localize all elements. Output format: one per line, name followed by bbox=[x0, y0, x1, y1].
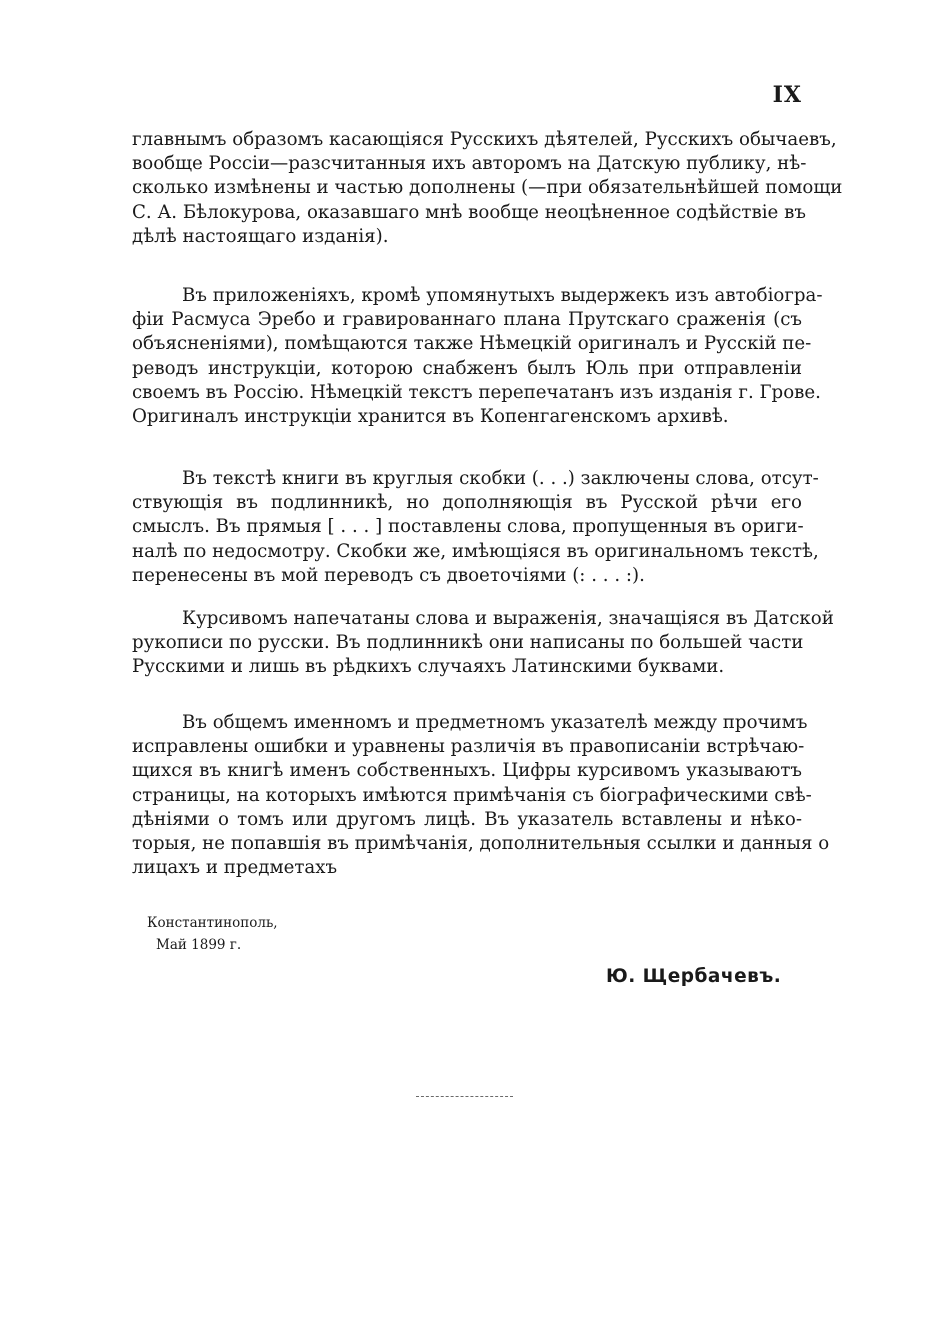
text-line: ствующія въ подлинникѣ, но дополняющія въ Русской рѣчи его bbox=[132, 492, 802, 514]
text-line: реводъ инструкціи, которою снабженъ былъ Юль при отправленіи bbox=[132, 357, 802, 379]
signature: Ю. Щербачевъ. bbox=[606, 966, 782, 987]
page-number: IX bbox=[772, 82, 802, 108]
text-line: перенесены въ мой переводъ съ двоеточіями (: . . . :). bbox=[132, 564, 645, 586]
paragraph-5 bbox=[132, 711, 830, 880]
place-date bbox=[147, 912, 278, 956]
text-line: дѣніями о томъ или другомъ лицѣ. Въ указатель вставлены и нѣко- bbox=[132, 808, 802, 830]
text-line: С. А. Бѣлокурова, оказавшаго мнѣ вообще неоцѣненное содѣйствіе въ bbox=[132, 201, 806, 223]
text-line: объясненіями), помѣщаются также Нѣмецкій оригиналъ и Русскій пе- bbox=[132, 333, 812, 355]
text-line: торыя, не попавшія въ примѣчанія, дополнительныя ссылки и данныя о bbox=[132, 833, 830, 855]
text-line: вообще Россіи—разсчитанныя ихъ авторомъ на Датскую публику, нѣ- bbox=[132, 153, 807, 175]
text-line: Русскими и лишь въ рѣдкихъ случаяхъ Латинскими буквами. bbox=[132, 656, 725, 678]
text-line: налѣ по недосмотру. Скобки же, имѣющіяся въ оригинальномъ текстѣ, bbox=[132, 540, 819, 562]
paragraph-1 bbox=[132, 128, 843, 249]
text-line: смыслъ. Въ прямыя [ . . . ] поставлены слова, пропущенныя въ ориги- bbox=[132, 516, 804, 538]
text-line: Въ приложеніяхъ, кромѣ упомянутыхъ выдержекъ изъ автобіогра- bbox=[182, 285, 823, 306]
text-line: своемъ въ Россію. Нѣмецкій текстъ перепечатанъ изъ изданія г. Грове. bbox=[132, 381, 821, 403]
text-line: исправлены ошибки и уравнены различія въ правописаніи встрѣчаю- bbox=[132, 736, 805, 758]
text-line: главнымъ образомъ касающіяся Русскихъ дѣятелей, Русскихъ обычаевъ, bbox=[132, 129, 837, 150]
text-line: дѣлѣ настоящаго изданія). bbox=[132, 225, 389, 247]
paragraph-3 bbox=[132, 467, 819, 588]
paragraph-2 bbox=[132, 284, 823, 429]
text-line: страницы, на которыхъ имѣются примѣчанія съ біографическими свѣ- bbox=[132, 784, 812, 806]
text-line: Курсивомъ напечатаны слова и выраженія, значащіяся въ Датской bbox=[182, 608, 834, 629]
date: Май 1899 г. bbox=[156, 937, 242, 953]
paragraph-4 bbox=[132, 607, 834, 680]
text-line: Въ текстѣ книги въ круглыя скобки (. . .) заключены слова, отсут- bbox=[182, 468, 819, 489]
text-line: фіи Расмуса Эребо и гравированнаго плана Прутскаго сраженія (съ bbox=[132, 309, 802, 331]
text-line: рукописи по русски. Въ подлинникѣ они написаны по большей части bbox=[132, 632, 804, 654]
text-line: лицахъ и предметахъ bbox=[132, 857, 338, 879]
text-line: сколько измѣнены и частью дополнены (—при обязательнѣйшей помощи bbox=[132, 177, 843, 199]
place: Константинополь, bbox=[147, 915, 278, 931]
text-line: Въ общемъ именномъ и предметномъ указателѣ между прочимъ bbox=[182, 712, 808, 733]
text-line: Оригиналъ инструкціи хранится въ Копенгагенскомъ архивѣ. bbox=[132, 406, 729, 428]
text-line: щихся въ книгѣ именъ собственныхъ. Цифры курсивомъ указываютъ bbox=[132, 760, 802, 782]
end-divider bbox=[416, 1096, 513, 1098]
